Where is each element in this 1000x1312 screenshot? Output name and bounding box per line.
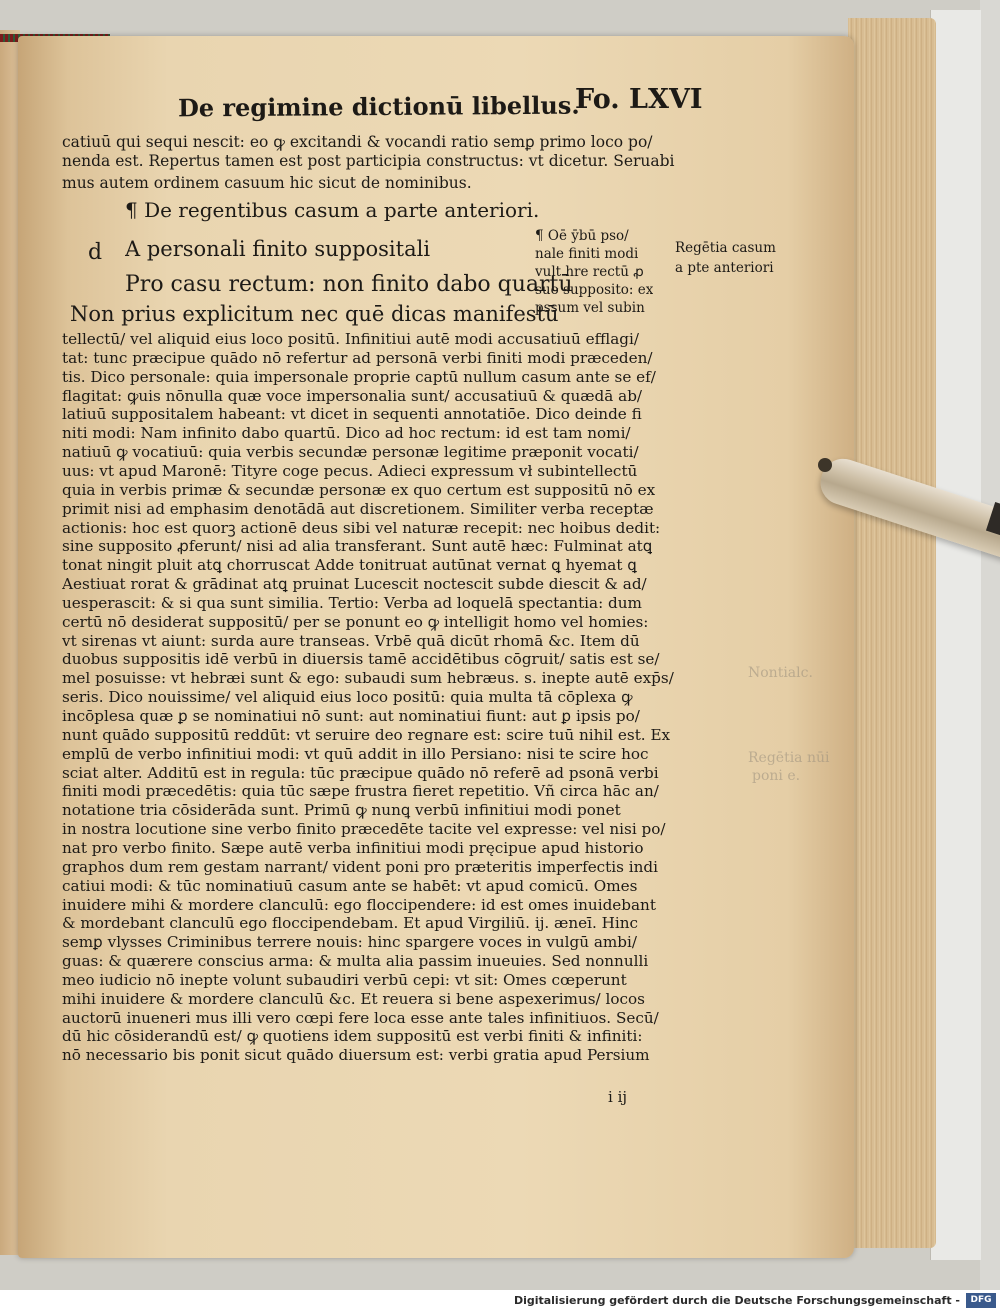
section-heading: ¶ De regentibus casum a parte anteriori. [125, 198, 540, 222]
body-line: certū nō desiderat suppositū/ per se ponunt eo ꝙ intelligit homo vel homies: [62, 612, 649, 631]
intro-line: catiuū qui sequi nescit: eo ꝙ excitandi & vocandi ratio semꝑ primo loco po/ [62, 133, 653, 151]
marginal-note: Regētia casum [675, 240, 776, 256]
body-line: nō necessario bis ponit sicut quādo diuersum est: verbi gratia apud Persium [62, 1046, 650, 1065]
body-line: uus: vt apud Maronē: Tityre coge pecus. Adieci expressum vł subintellectū [62, 461, 638, 480]
body-line: niti modi: Nam infinito dabo quartū. Dico ad hoc rectum: id est tam nomi/ [62, 424, 631, 443]
body-line: primit nisi ad emphasim denotādā aut discretionem. Similiter verba receptæ [62, 499, 654, 518]
body-line: guas: & quærere conscius arma: & multa alia passim inueuies. Sed nonnulli [62, 952, 649, 971]
body-line: finiti modi præcedētis: quia tūc sæpe frustra fieret repetitio. Vñ circa hāc an/ [62, 782, 659, 801]
body-line: auctorū inueneri mus illi vero cœpi fere loca esse ante tales infinitiuos. Secū/ [62, 1008, 659, 1027]
body-line: tis. Dico personale: quia impersonale proprie captū nullum casum ante se ef/ [62, 367, 656, 386]
signature-mark: i ij [608, 1088, 628, 1106]
dfg-logo: DFG [966, 1293, 996, 1308]
folio-number: Fo. LXVI [575, 84, 703, 115]
show-through-text: Nontialc. [748, 665, 813, 681]
body-line: emplū de verbo infinitiui modi: vt quū addit in illo Persiano: nisi te scire hoc [62, 744, 649, 763]
commentary-line: pssum vel subin [535, 300, 645, 316]
footer-credit: Digitalisierung gefördert durch die Deutsche Forschungsgemeinschaft - [513, 1294, 960, 1307]
body-line: duobus suppositis idē verbū in diuersis tamē accidētibus cōgruit/ satis est se/ [62, 650, 660, 669]
left-page-edge [0, 30, 20, 1255]
book-board-right [930, 10, 981, 1260]
commentary-line: nale finiti modi [535, 246, 639, 262]
body-line: & mordebant clanculū ego floccipendebam. Et apud Virgiliū. ij. æneī. Hinc [62, 914, 639, 933]
body-line: nunt quādo suppositū reddūt: vt seruire deo regnare est: scire tuū nihil est. Ex [62, 725, 671, 744]
body-line: actionis: hoc est quorꝫ actionē deus sibi vel naturæ recepit: nec hoibus dedit: [62, 518, 661, 537]
running-head: De regimine dictionū libellus. [177, 90, 580, 123]
body-line: inuidere mihi & mordere clanculū: ego floccipendere: id est omes inuidebant [62, 895, 656, 914]
body-line: seris. Dico nouissime/ vel aliquid eius loco positū: quia multa tā cōplexa ꝙ [62, 688, 633, 707]
body-line: semꝑ vlysses Criminibus terrere nouis: hinc spargere voces in vulgū ambi/ [62, 933, 637, 952]
body-line: catiui modi: & tūc nominatiuū casum ante se habēt: vt apud comicū. Omes [62, 876, 638, 895]
show-through-text: poni e. [752, 768, 801, 784]
body-line: in nostra locutione sine verbo finito præcedēte tacite vel expresse: vel nisi po/ [62, 820, 666, 839]
body-line: vt sirenas vt aiunt: surda aure transeas. Vrbē quā dicūt rhomā &c. Item dū [62, 631, 640, 650]
intro-line: nenda est. Repertus tamen est post participia constructus: vt dicetur. Seruabi [62, 152, 675, 170]
body-line: notatione tria cōsiderāda sunt. Primū ꝙ nunꝗ verbū infinitiui modi ponet [62, 801, 621, 820]
body-line: nat pro verbo finito. Sæpe autē verba infinitiui modi pręcipue apud historio [62, 838, 644, 857]
body-line: quia in verbis primæ & secundæ personæ ex quo certum est suppositū nō ex [62, 480, 656, 499]
show-through-text: Regētia nūi [748, 750, 830, 766]
commentary-line: vult hre rectū ꝓ [535, 264, 644, 280]
verse-line: A personali finito suppositali [125, 237, 431, 261]
verse-line: Non prius explicitum nec quē dicas manifestū [70, 302, 559, 326]
body-line: mel posuisse: vt hebræi sunt & ego: subaudi sum hebræus. s. inepte autē exp̄s/ [62, 669, 674, 688]
body-line: flagitat: ꝙuis nōnulla quæ voce impersonalia sunt/ accusatiuū & quædā ab/ [62, 386, 643, 405]
body-line: natiuū ꝙ vocatiuū: quia verbis secundæ personæ legitime præponit vocati/ [62, 443, 639, 462]
body-line: Aestiuat rorat & grādinat atꝗ pruinat Lucescit noctescit subde diescit & ad/ [62, 575, 647, 594]
intro-line: mus autem ordinem casuum hic sicut de nominibus. [62, 174, 472, 192]
body-line: dū hic cōsiderandū est/ ꝙ quotiens idem suppositū est verbi finiti & infiniti: [62, 1027, 643, 1046]
body-line: tellectū/ vel aliquid eius loco positū. Infinitiui autē modi accusatiuū efflagi/ [62, 330, 639, 348]
verse-line: Pro casu rectum: non finito dabo quartū [125, 272, 573, 297]
commentary-line: suo supposito: ex [535, 282, 654, 298]
commentary-line: ¶ Oē ȳbū pso/ [535, 228, 629, 244]
body-line: tonat ningit pluit atꝗ chorruscat Adde tonitruat autūnat vernat ꝗ hyemat ꝗ [62, 556, 637, 575]
marginal-note: a pte anteriori [675, 260, 774, 276]
body-line: sciat alter. Additū est in regula: tūc præcipue quādo nō referē ad psonā verbi [62, 763, 659, 782]
footer-bar [0, 1290, 1000, 1312]
body-line: latiuū suppositalem habeant: vt dicet in sequenti annotatiōe. Dico deinde fi [62, 405, 642, 424]
page-edges [848, 18, 936, 1248]
body-line: sine supposito ꝓferunt/ nisi ad alia transferant. Sunt autē hæc: Fulminat atꝗ [62, 537, 653, 556]
body-line: uesperascit: & si qua sunt similia. Tertio: Verba ad loquelā spectantia: dum [62, 593, 642, 612]
body-line: meo iudicio nō inepte volunt subaudiri verbū cepi: vt sit: Omes cœperunt [62, 970, 627, 989]
body-line: tat: tunc præcipue quādo nō refertur ad personā verbi finiti modi præceden/ [62, 348, 653, 367]
pen-tip [818, 458, 832, 472]
body-line: mihi inuidere & mordere clanculū &c. Et reuera si bene aspexerimus/ locos [62, 989, 645, 1008]
body-line: graphos dum rem gestam narrant/ vident poni pro præteritis imperfectis indi [62, 857, 658, 876]
rule-marker: d [88, 240, 103, 265]
body-line: incōplesa quæ ꝑ se nominatiui nō sunt: aut nominatiui fiunt: aut ꝑ ipsis po/ [62, 707, 640, 725]
